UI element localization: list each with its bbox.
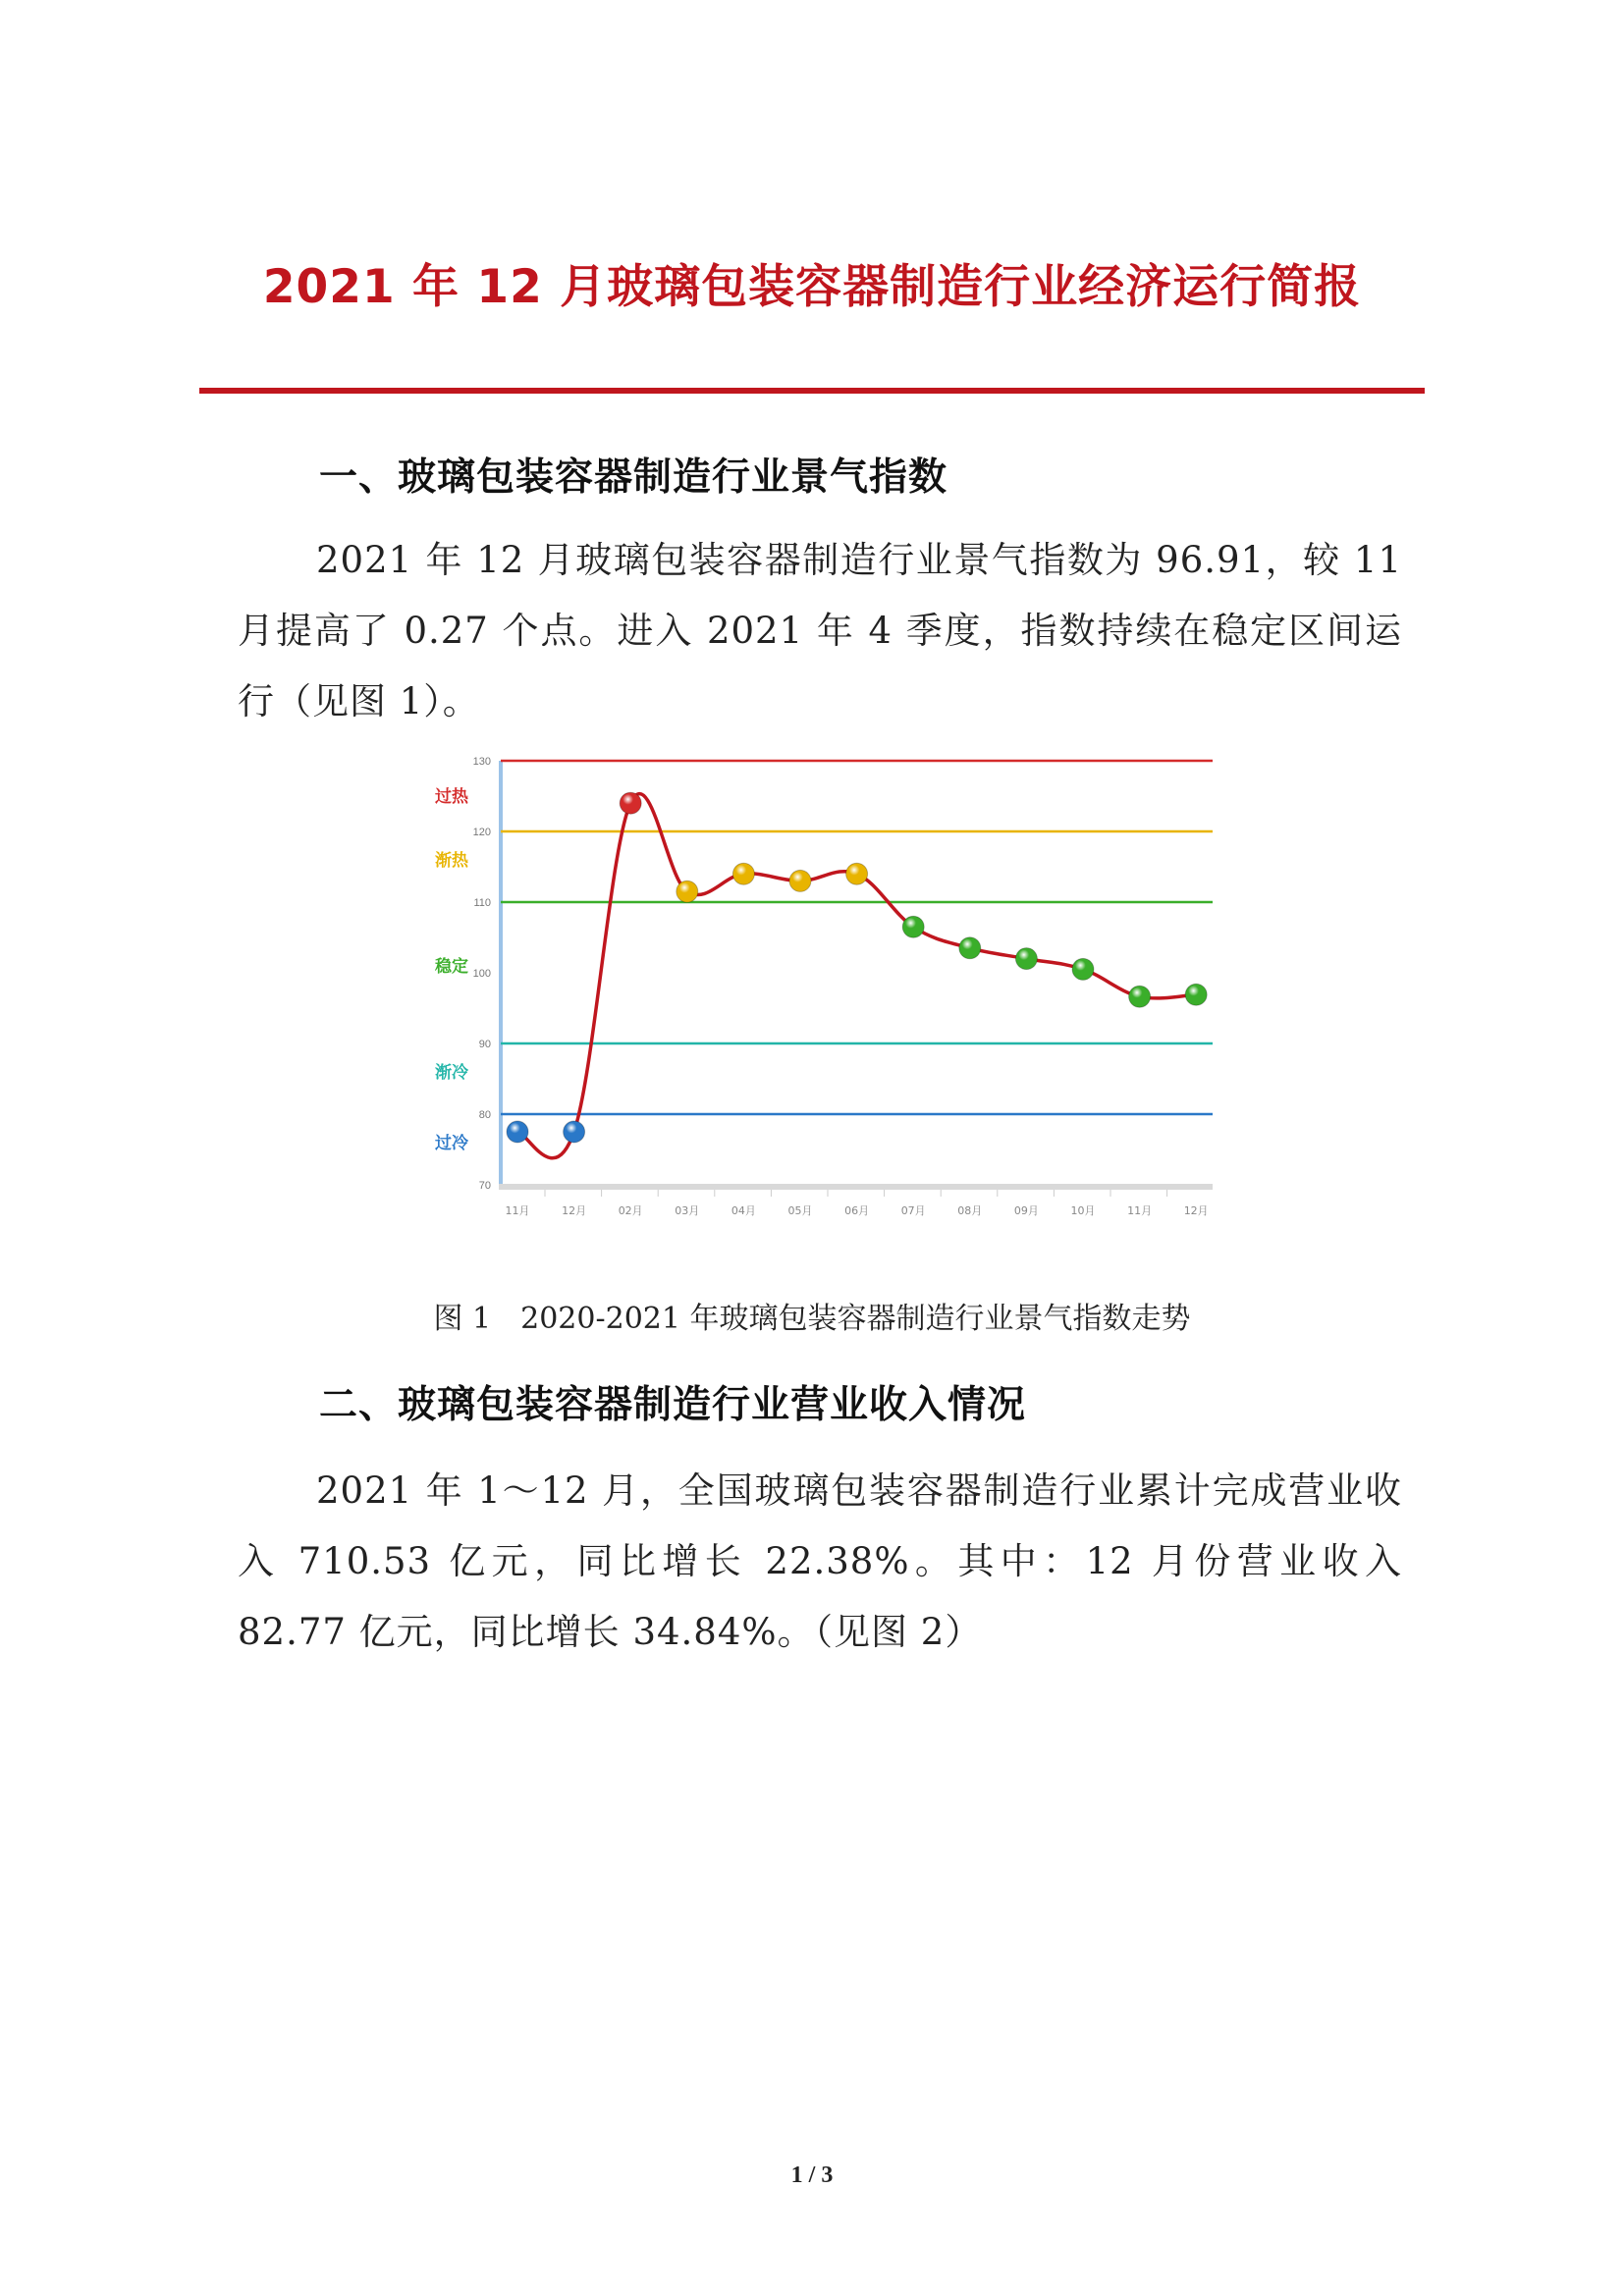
x-tick-label: 09月: [1013, 1204, 1039, 1217]
y-tick-label: 100: [472, 968, 491, 980]
figure-caption: [0, 1294, 1624, 1337]
x-tick-label: 03月: [675, 1204, 700, 1217]
data-point-cold: [564, 1121, 585, 1143]
index-series-line: [517, 794, 1196, 1158]
section-2-paragraph: 2021 年 1～12 月，全国玻璃包装容器制造行业累计完成营业收入 710.53 亿元，同比增长 22.38%。其中：12 月份营业收入 82.77 亿元，同比增长 34.84%。（见图 2）: [238, 1469, 1402, 1653]
zone-label-overheat: 过热: [435, 787, 468, 807]
x-tick-label: 10月: [1070, 1204, 1096, 1217]
data-point-cold: [507, 1121, 528, 1143]
x-tick-label: 08月: [957, 1204, 983, 1217]
y-tick-label: 90: [478, 1039, 491, 1050]
x-axis-bar: [499, 1184, 1213, 1190]
x-tick-label: 05月: [787, 1204, 813, 1217]
y-tick-label: 110: [473, 897, 491, 909]
data-point-stable: [1185, 984, 1207, 1005]
data-point-warm: [789, 870, 811, 891]
prosperity-index-chart: [407, 746, 1222, 1232]
x-tick-label: 02月: [618, 1204, 643, 1217]
section-1-paragraph: 2021 年 12 月玻璃包装容器制造行业景气指数为 96.91，较 11 月提高了 0.27 个点。进入 2021 年 4 季度，指数持续在稳定区间运行（见图 1）。: [238, 539, 1402, 722]
zone-label-cool: 渐冷: [435, 1062, 468, 1083]
figure-number: 图 1: [433, 1302, 492, 1336]
page-number: 1 / 3: [790, 2163, 834, 2188]
zone-label-warm: 渐热: [435, 850, 468, 871]
data-point-stable: [1129, 986, 1151, 1007]
x-tick-label: 11月: [1127, 1204, 1153, 1217]
y-tick-label: 130: [472, 756, 491, 768]
data-point-stable: [1072, 958, 1094, 980]
data-point-stable: [902, 916, 924, 937]
y-tick-label: 70: [478, 1180, 491, 1192]
x-tick-label: 12月: [562, 1204, 587, 1217]
data-point-warm: [846, 863, 868, 884]
data-point-stable: [959, 937, 981, 959]
x-tick-label: 06月: [844, 1204, 870, 1217]
section-2-heading: 二、玻璃包装容器制造行业营业收入情况: [319, 1382, 1027, 1427]
figure-caption-text: 2020-2021 年玻璃包装容器制造行业景气指数走势: [520, 1302, 1191, 1336]
x-tick-label: 11月: [505, 1204, 530, 1217]
zone-label-cold: 过冷: [435, 1133, 468, 1153]
zone-label-stable: 稳定: [435, 956, 468, 977]
x-tick-label: 04月: [731, 1204, 756, 1217]
data-point-warm: [732, 863, 754, 884]
x-tick-label: 12月: [1183, 1204, 1209, 1217]
x-tick-label: 07月: [900, 1204, 926, 1217]
y-tick-label: 120: [472, 827, 491, 838]
title-divider: [199, 388, 1425, 394]
y-tick-label: 80: [478, 1109, 491, 1121]
data-point-stable: [1015, 948, 1037, 970]
report-title: 2021 年 12 月玻璃包装容器制造行业经济运行简报: [262, 260, 1362, 314]
data-point-warm: [677, 881, 698, 902]
section-1-heading: 一、玻璃包装容器制造行业景气指数: [319, 454, 948, 500]
data-point-overheat: [620, 792, 641, 814]
